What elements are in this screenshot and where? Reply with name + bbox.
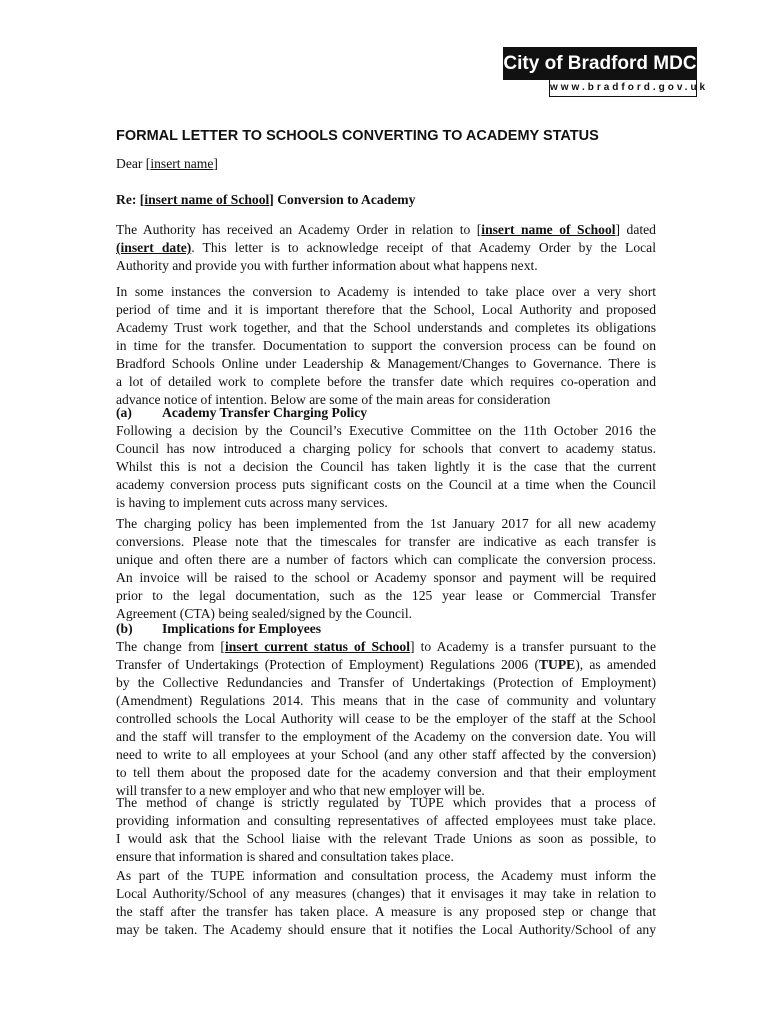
name-placeholder: insert name (150, 156, 214, 171)
status-placeholder: insert current status of School (224, 639, 411, 654)
paragraph-conversion-process: In some instances the conversion to Academy is intended to take place over a very short period of time and it is important therefore that the School, Local Authority and proposed Academy Trust work together, and that the School understands and completes its obligations in time for the transfer. Documentation to support the conversion process can be found on Bradford Schools Online under Leadership & Management/Changes to Governance. There is a lot of detailed work to complete before the transfer date which requires co-operation and advance notice of intention. Below are some of the main areas for consideration (116, 284, 656, 407)
section-a-heading: (a) Academy Transfer Charging Policy (116, 405, 368, 420)
logo-url: www.bradford.gov.uk (549, 80, 697, 97)
section-b-body: The change from [insert current status of School] to Academy is a transfer pursuant to the Transfer of Undertakings (Protection of Employment) Regulations 2006 (TUPE), as amended by the Collective Redundancies and Transfer of Undertakings (Protection of Employment) (Amendment) Regulations 2014. This means that in the case of community and voluntary controlled schools the Local Authority will cease to be the employer of the staff at the School and the staff will transfer to the employment of the Academy on the conversion date. You will need to write to all employees at your School (and any other staff affected by the conversion) to tell them about the proposed date for the academy conversion and that their employment will transfer to a new employer and who that new employer will be. (116, 639, 656, 798)
paragraph-charging-policy: The charging policy has been implemented from the 1st January 2017 for all new academy conversions. Please note that the timescales for transfer are indicative as each transfer is unique and often there are a number of factors which can complicate the conversion process. An invoice will be raised to the school or Academy sponsor and payment will be required prior to the legal documentation, such as the 125 year lease or Commercial Transfer Agreement (CTA) being sealed/signed by the Council. (116, 516, 656, 621)
subject-line: Re: [insert name of School] Conversion to Academy (116, 192, 416, 207)
logo-title: City of Bradford MDC (503, 47, 697, 80)
paragraph-measures: As part of the TUPE information and consultation process, the Academy must inform the Local Authority/School of any measures (changes) that it envisages it may take in relation to the staff after the transfer has taken place. A measure is any proposed step or change that may be taken. The Academy should ensure that it notifies the Local Authority/School of any (116, 868, 656, 937)
letter-heading: FORMAL LETTER TO SCHOOLS CONVERTING TO ACADEMY STATUS (116, 128, 599, 144)
bradford-council-logo (503, 47, 709, 97)
paragraph-academy-order: The Authority has received an Academy Order in relation to [insert name of School] dated (insert date). This letter is to acknowledge receipt of that Academy Order by the Local Authority and provide you with further information about what happens next. (116, 222, 656, 273)
section-b-heading: (b) Implications for Employees (116, 621, 322, 636)
paragraph-tupe-regulation: The method of change is strictly regulated by TUPE which provides that a process of providing information and consulting representatives of affected employees must take place. I would ask that the School liaise with the relevant Trade Unions as soon as possible, to ensure that information is shared and consultation takes place. (116, 795, 656, 864)
salutation: Dear [insert name] (116, 156, 218, 171)
school-placeholder: insert name of School (144, 192, 270, 207)
section-a-body: Following a decision by the Council’s Executive Committee on the 11th October 2016 the Council has now introduced a charging policy for schools that convert to academy status. Whilst this is not a decision the Council has taken lightly it is the case that the current academy conversion process puts significant costs on the Council at a time when the Council is having to implement cuts across many services. (116, 423, 656, 510)
